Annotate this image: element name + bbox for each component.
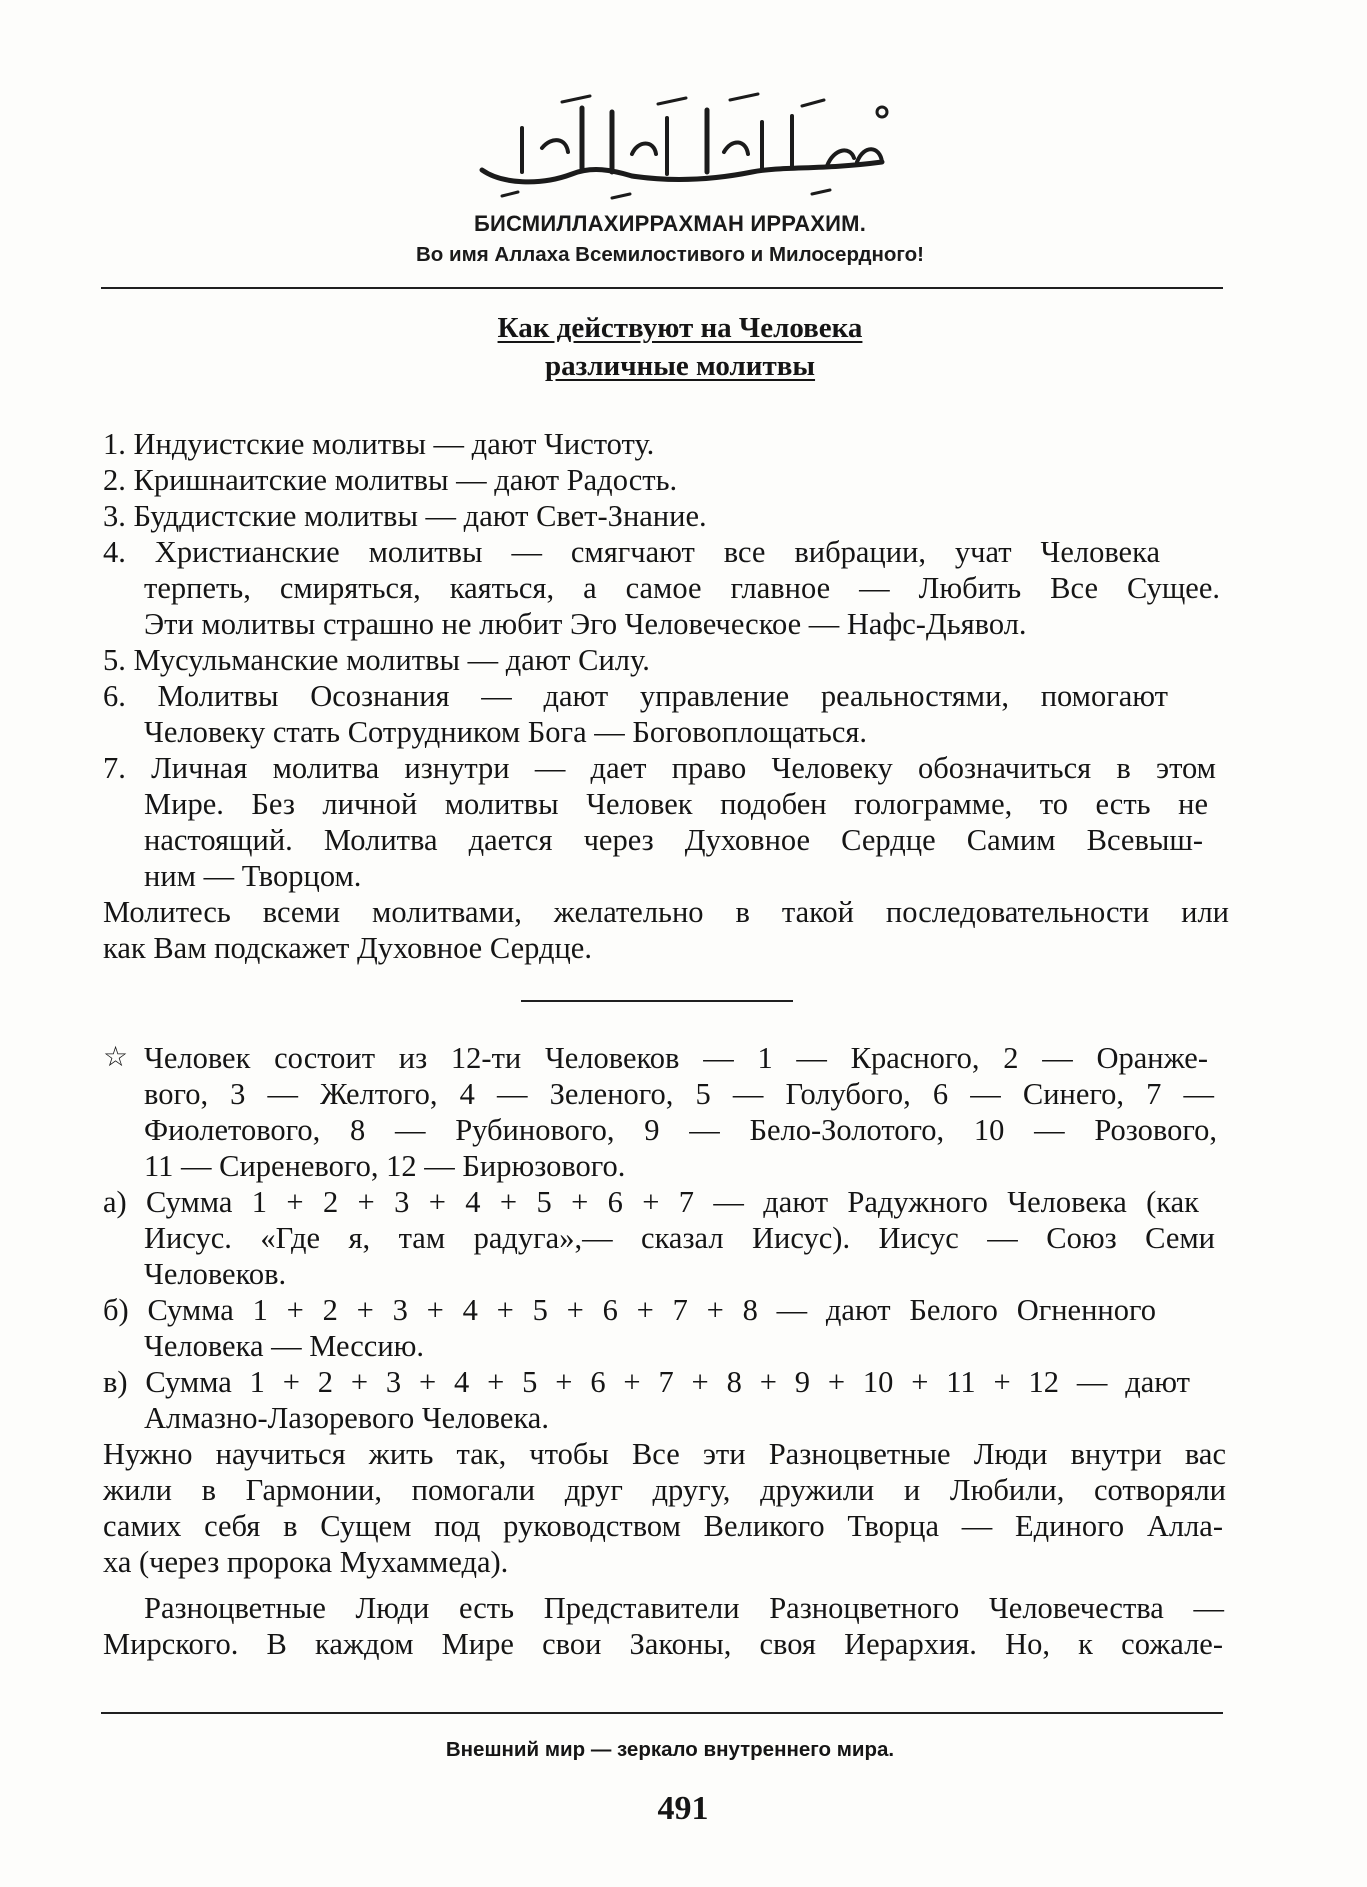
sum-item-b-cont: Человека — Мессию.	[144, 1329, 425, 1363]
list-item-4-cont: терпеть, смиряться, каяться, а самое главное — Любить Все Сущее.	[144, 571, 1220, 605]
harmony-paragraph-cont: самих себя в Сущем под руководством Великого Творца — Единого Алла-	[103, 1509, 1223, 1543]
list-item-7: 7. Личная молитва изнутри — дает право Человеку обозначиться в этом	[103, 751, 1216, 785]
star-paragraph-cont: Фиолетового, 8 — Рубинового, 9 — Бело-Золотого, 10 — Розового,	[144, 1113, 1217, 1147]
list-item-3: 3. Буддистские молитвы — дают Свет-Знание.	[103, 499, 707, 533]
representatives-paragraph-cont: Мирского. В каждом Мире свои Законы, своя Иерархия. Но, к сожале-	[103, 1627, 1223, 1661]
list-item-4-cont: Эти молитвы страшно не любит Эго Человеческое — Нафс-Дьявол.	[144, 607, 1027, 641]
bismillah-transliteration: БИСМИЛЛАХИРРАХМАН ИРРАХИМ.	[473, 211, 867, 236]
list-item-6-cont: Человеку стать Сотрудником Бога — Боговоплощаться.	[144, 715, 868, 749]
star-paragraph-cont: 11 — Сиреневого, 12 — Бирюзового.	[144, 1149, 626, 1183]
harmony-paragraph: Нужно научиться жить так, чтобы Все эти Разноцветные Люди внутри вас	[103, 1437, 1226, 1471]
section-title-line-1: Как действуют на Человека	[497, 312, 863, 344]
star-bullet-icon: ☆	[103, 1042, 129, 1073]
sum-item-c-cont: Алмазно-Лазоревого Человека.	[144, 1401, 549, 1435]
sum-item-a-cont: Иисус. «Где я, там радуга»,— сказал Иисус). Иисус — Союз Семи	[144, 1221, 1215, 1255]
section-title-line-2: различные молитвы	[544, 350, 816, 382]
header-divider	[101, 287, 1223, 289]
sum-item-b: б) Сумма 1 + 2 + 3 + 4 + 5 + 6 + 7 + 8 — дают Белого Огненного	[103, 1293, 1156, 1327]
sum-item-a-cont: Человеков.	[144, 1257, 287, 1291]
sum-item-a: а) Сумма 1 + 2 + 3 + 4 + 5 + 6 + 7 — дают Радужного Человека (как	[103, 1185, 1199, 1219]
list-item-7-cont: настоящий. Молитва дается через Духовное Сердце Самим Всевыш-	[144, 823, 1203, 857]
closing-paragraph: Молитесь всеми молитвами, желательно в такой последовательности или	[103, 895, 1229, 929]
footer-motto: Внешний мир — зеркало внутреннего мира.	[445, 1738, 895, 1761]
sum-item-c: в) Сумма 1 + 2 + 3 + 4 + 5 + 6 + 7 + 8 + 9 + 10 + 11 + 12 — дают	[103, 1365, 1190, 1399]
harmony-paragraph-cont: ха (через пророка Мухаммеда).	[103, 1545, 509, 1579]
star-paragraph-cont: вого, 3 — Желтого, 4 — Зеленого, 5 — Голубого, 6 — Синего, 7 —	[144, 1077, 1214, 1111]
bismillah-translation: Во имя Аллаха Всемилостивого и Милосердного!	[415, 243, 924, 266]
list-item-5: 5. Мусульманские молитвы — дают Силу.	[103, 643, 650, 677]
list-item-7-cont: ним — Творцом.	[144, 859, 362, 893]
representatives-paragraph: Разноцветные Люди есть Представители Разноцветного Человечества —	[144, 1591, 1224, 1625]
list-item-7-cont: Мире. Без личной молитвы Человек подобен голограмме, то есть не	[144, 787, 1208, 821]
list-item-1: 1. Индуистские молитвы — дают Чистоту.	[103, 427, 655, 461]
bismillah-calligraphy	[462, 88, 902, 206]
footer-divider	[101, 1712, 1223, 1714]
page-number: 491	[657, 1790, 709, 1827]
star-paragraph: Человек состоит из 12-ти Человеков — 1 — Красного, 2 — Оранже-	[144, 1041, 1208, 1075]
list-item-2: 2. Кришнаитские молитвы — дают Радость.	[103, 463, 678, 497]
section-divider	[521, 1000, 793, 1002]
list-item-6: 6. Молитвы Осознания — дают управление реальностями, помогают	[103, 679, 1168, 713]
closing-paragraph-cont: как Вам подскажет Духовное Сердце.	[103, 931, 592, 965]
list-item-4: 4. Христианские молитвы — смягчают все вибрации, учат Человека	[103, 535, 1160, 569]
harmony-paragraph-cont: жили в Гармонии, помогали друг другу, дружили и Любили, сотворяли	[103, 1473, 1226, 1507]
